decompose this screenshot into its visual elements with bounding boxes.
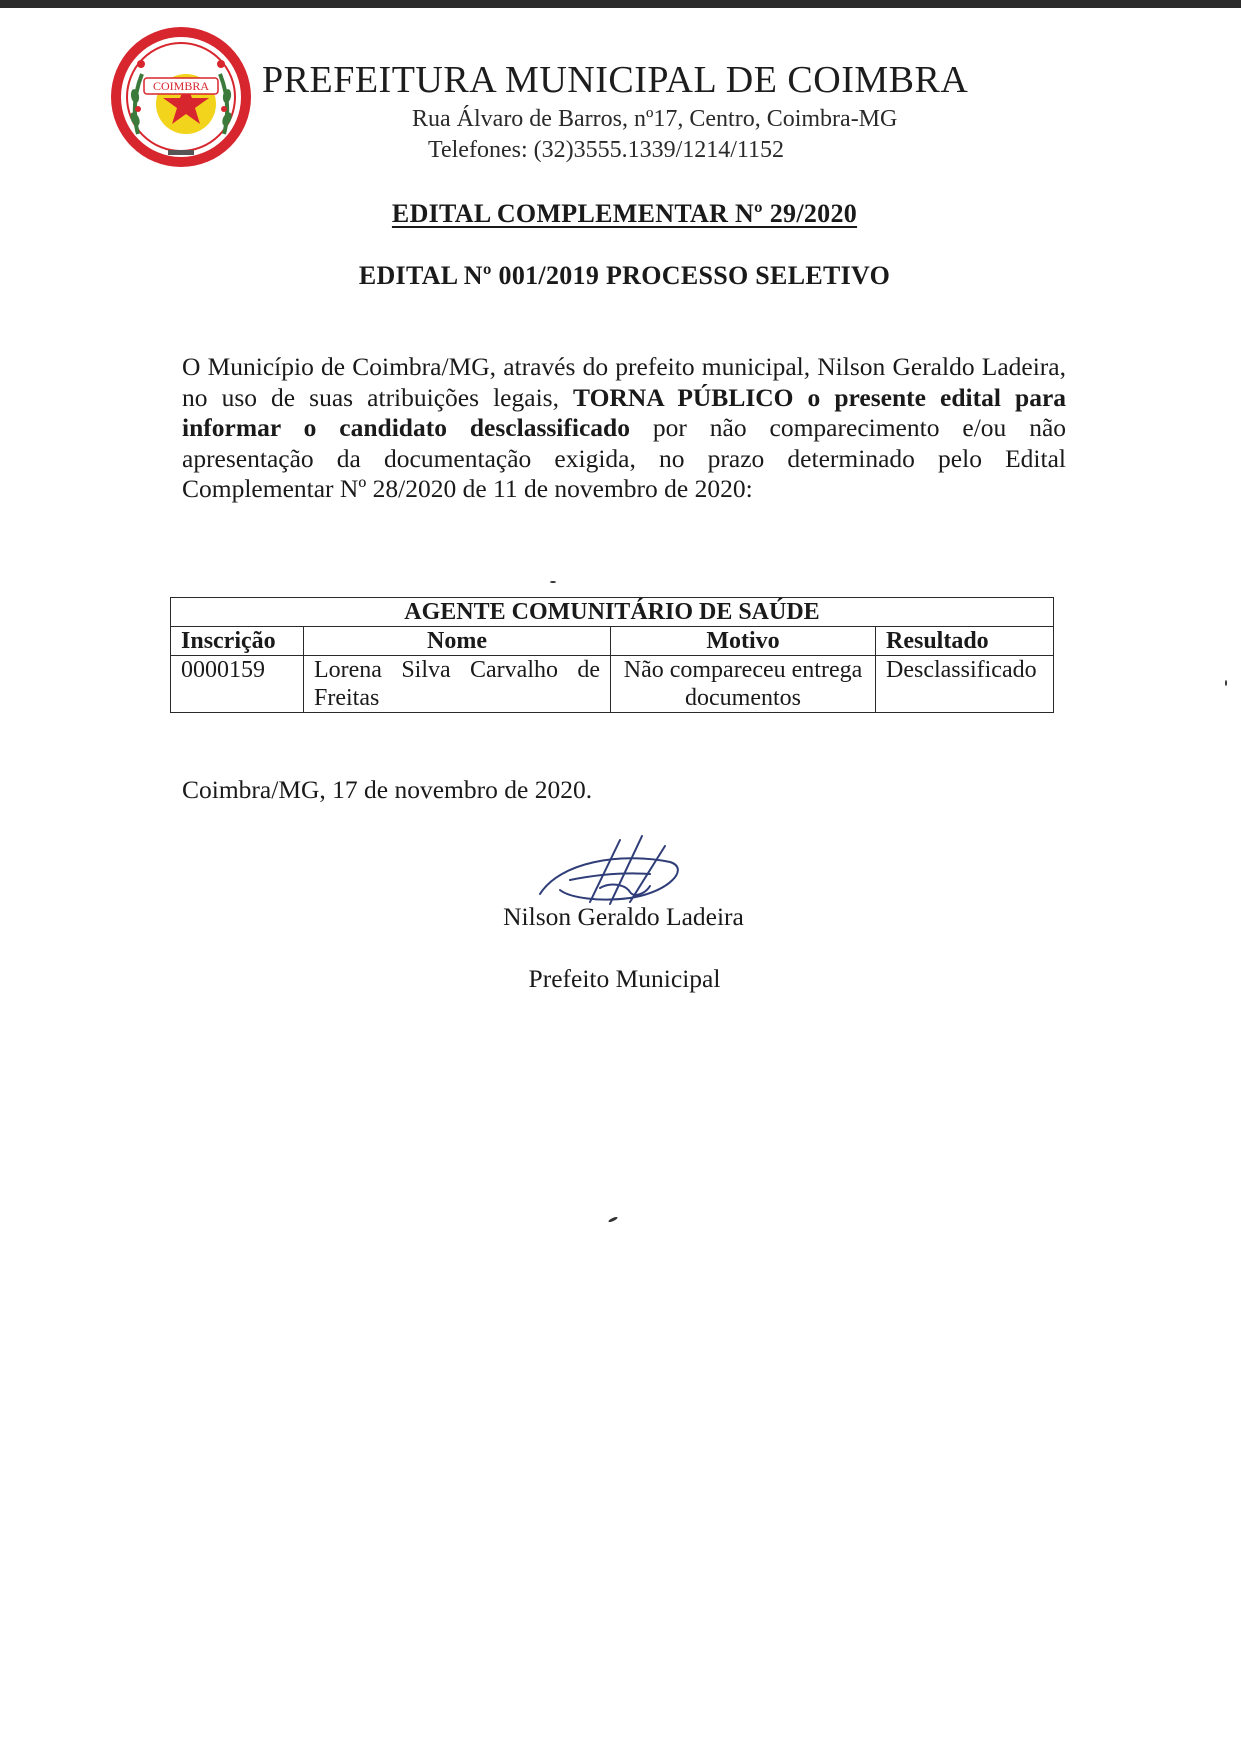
table-row — [171, 656, 1054, 713]
scan-edge — [0, 0, 1241, 8]
signer-role: Prefeito Municipal — [528, 964, 721, 993]
body-paragraph: O Município de Coimbra/MG, através do prefeito municipal, Nilson Geraldo Ladeira, no uso de suas atribuições legais, TORNA PÚBLICO o presente edital para informar o candidato desclassificado por não comparecimento e/ou não apresentação da documentação exigida, no prazo determinado pelo Edital Complementar Nº 28/2020 de 11 de novembro de 2020: — [182, 352, 1067, 503]
header-address: Rua Álvaro de Barros, nº17, Centro, Coimbra-MG — [412, 106, 898, 132]
header-phones: Telefones: (32)3555.1339/1214/1152 — [428, 137, 785, 163]
cell-inscricao: 0000159 — [171, 656, 304, 713]
cell-nome: Lorena Silva Carvalho de Freitas — [304, 656, 611, 713]
column-header: Inscrição — [171, 627, 304, 656]
result-table — [170, 597, 1054, 713]
cell-resultado: Desclassificado — [876, 656, 1054, 713]
signer-name: Nilson Geraldo Ladeira — [503, 902, 744, 931]
seal-text: COIMBRA — [152, 79, 210, 93]
coimbra-seal-logo — [108, 24, 254, 170]
processo-heading: EDITAL Nº 001/2019 PROCESSO SELETIVO — [358, 261, 891, 290]
column-header: Motivo — [611, 627, 876, 656]
date-line: Coimbra/MG, 17 de novembro de 2020. — [182, 775, 593, 804]
scan-speck — [550, 581, 556, 583]
scan-speck — [608, 1216, 618, 1223]
table-caption: AGENTE COMUNITÁRIO DE SAÚDE — [171, 598, 1054, 627]
cell-motivo: Não compareceu entrega documentos — [611, 656, 876, 713]
scan-speck — [1225, 680, 1227, 686]
edital-complementar-heading: EDITAL COMPLEMENTAR Nº 29/2020 — [391, 199, 858, 228]
page-title: PREFEITURA MUNICIPAL DE COIMBRA — [262, 59, 969, 101]
column-header: Nome — [304, 627, 611, 656]
table-header-row — [171, 627, 1054, 656]
column-header: Resultado — [876, 627, 1054, 656]
